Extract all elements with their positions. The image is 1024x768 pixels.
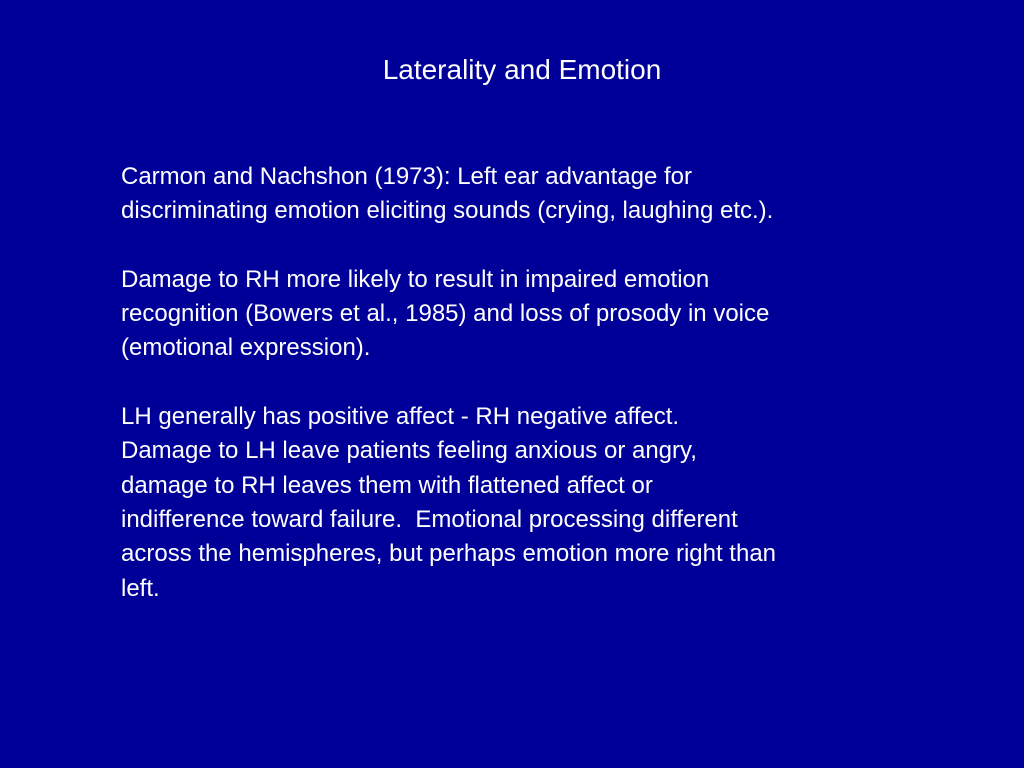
paragraph-ear-advantage: [121, 160, 921, 229]
paragraph-rh-damage: [121, 263, 921, 366]
text-line: LH generally has positive affect - RH negative affect.: [121, 403, 680, 431]
text-line: damage to RH leaves them with flattened affect or: [121, 471, 653, 499]
text-line: Damage to RH more likely to result in impaired emotion: [121, 265, 710, 293]
text-line: discriminating emotion eliciting sounds (crying, laughing etc.).: [121, 197, 774, 225]
slide-body: [121, 160, 921, 606]
text-line: across the hemispheres, but perhaps emotion more right than: [121, 540, 777, 568]
text-line: Damage to LH leave patients feeling anxious or angry,: [121, 437, 697, 465]
paragraph-affect: [121, 400, 921, 606]
text-line: (emotional expression).: [121, 334, 371, 362]
text-line: indifference toward failure. Emotional processing different: [121, 505, 738, 533]
slide-title: Laterality and Emotion: [382, 54, 662, 85]
text-line: recognition (Bowers et al., 1985) and loss of prosody in voice: [121, 300, 770, 328]
text-line: left.: [121, 574, 160, 602]
text-line: Carmon and Nachshon (1973): Left ear advantage for: [121, 163, 693, 190]
